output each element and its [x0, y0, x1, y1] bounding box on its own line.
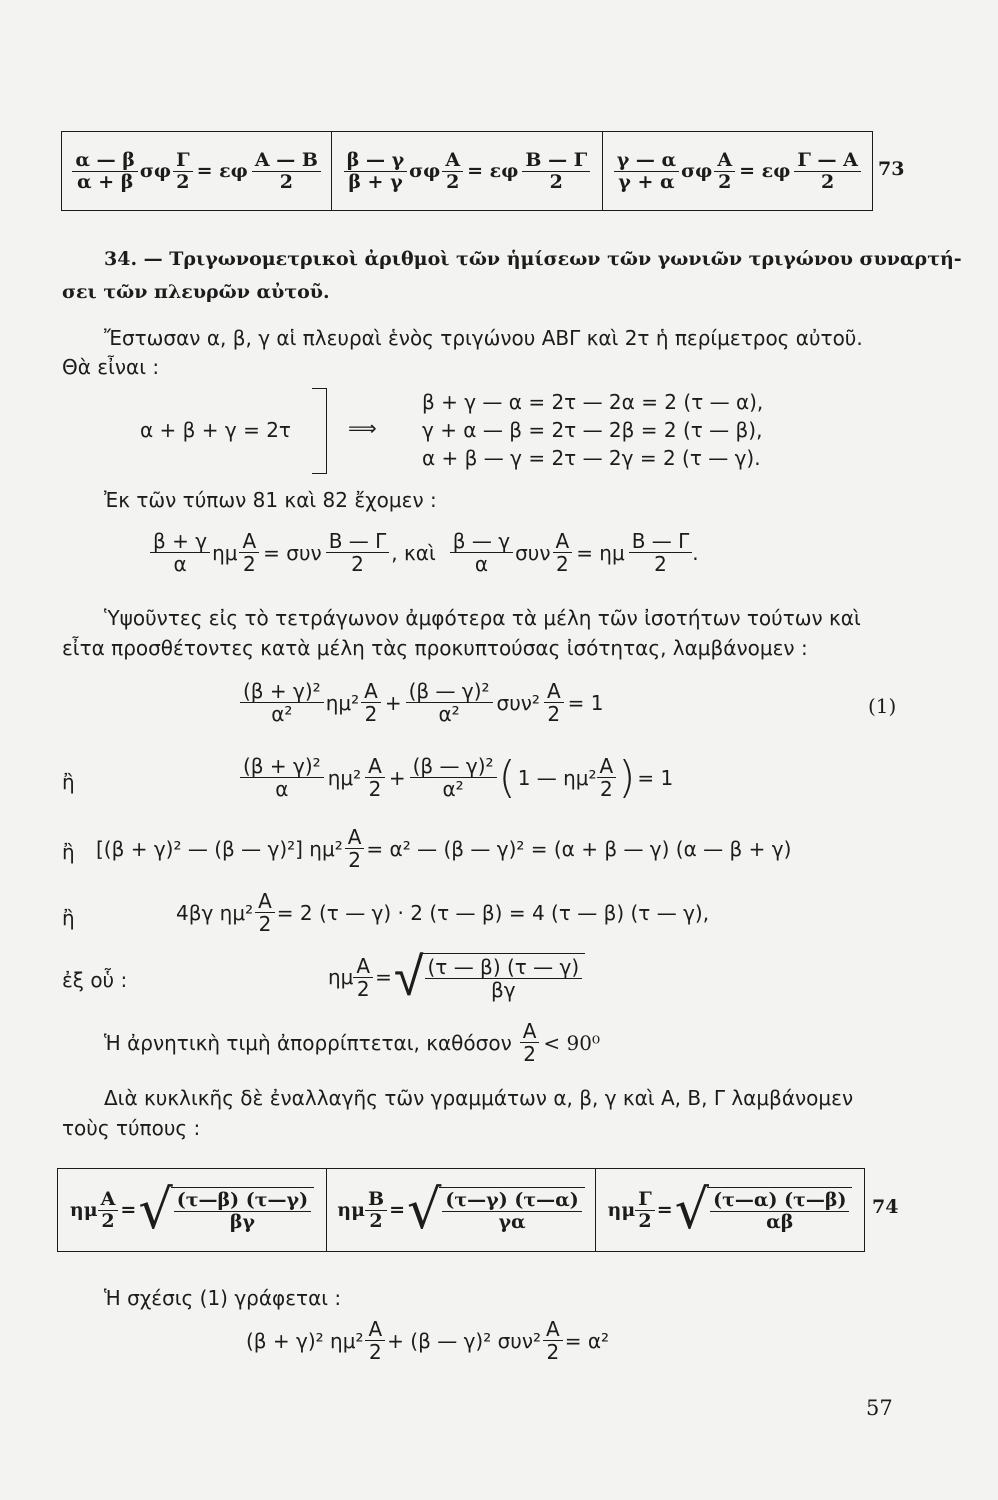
implies-arrow-icon: ⟹ — [348, 416, 377, 440]
fraction-numerator: Γ — [635, 1189, 655, 1211]
equals-op: = ημ — [576, 540, 625, 565]
formula-74-cell-3 — [596, 1169, 864, 1251]
intro-line2: Θὰ εἶναι : — [62, 355, 160, 379]
equals-op: = — [389, 1199, 405, 1221]
fraction-numerator: Α — Β — [252, 150, 321, 172]
fraction-numerator: Γ — [173, 150, 193, 172]
function-name: ημ — [337, 1199, 365, 1221]
fraction-denominator: 2 — [279, 170, 293, 193]
from-types-line: Ἐκ τῶν τύπων 81 καὶ 82 ἔχομεν : — [104, 488, 437, 512]
system-brace — [312, 388, 327, 474]
fraction-denominator: α² — [271, 702, 293, 726]
fraction-denominator: 2 — [549, 170, 563, 193]
fraction-numerator: γ — α — [614, 150, 679, 172]
fraction-denominator: αβ — [766, 1211, 794, 1233]
inner-term: 1 — ημ² — [517, 765, 597, 790]
negative-value-line — [104, 1020, 600, 1065]
fraction-denominator: α² — [442, 777, 464, 801]
radical-sign-icon: √ — [406, 1178, 442, 1241]
section-heading-line2: σει τῶν πλευρῶν αὐτοῦ. — [62, 281, 330, 303]
text: Ἡ ἀρνητικὴ τιμὴ ἀπορρίπτεται, καθόσον — [104, 1030, 512, 1055]
paragraph2-line1: Ὑψοῦντες εἰς τὸ τετράγωνον ἀμφότερα τὰ μέλη τῶν ἰσοτήτων τούτων καὶ — [104, 606, 861, 630]
equals-op: = εφ — [739, 160, 791, 182]
fraction-numerator: Β — Γ — [629, 530, 693, 553]
page-number: 57 — [866, 1396, 893, 1420]
square-root — [674, 1178, 853, 1241]
fraction-numerator: Β — Γ — [522, 150, 590, 172]
fraction-denominator: βγ — [229, 1211, 255, 1233]
equation-4 — [176, 890, 709, 935]
fraction-numerator: Α — [365, 1318, 385, 1341]
formula-number-73: 73 — [878, 158, 905, 180]
equals-op: = — [375, 965, 392, 989]
fraction-numerator: (τ—γ) (τ—α) — [442, 1190, 581, 1212]
period: . — [692, 540, 699, 565]
rhs-term: = α² — [564, 1328, 610, 1353]
fraction-numerator: (τ — β) (τ — γ) — [425, 956, 583, 979]
cyclic-line2: τοὺς τύπους : — [62, 1116, 201, 1140]
fraction-denominator: 2 — [351, 552, 364, 576]
operator: σφ — [409, 160, 441, 182]
fraction-denominator: 2 — [523, 1042, 536, 1066]
fraction-numerator: (β + γ)² — [240, 680, 324, 703]
fraction-denominator: 2 — [368, 777, 382, 801]
equation-pair — [150, 530, 699, 575]
or-prefix-3: ἢ — [62, 906, 75, 930]
fraction-numerator: β — γ — [450, 530, 513, 553]
whence-prefix: ἐξ οὗ : — [62, 968, 128, 992]
fraction-denominator: 2 — [446, 170, 460, 193]
fraction-denominator: 2 — [718, 170, 732, 193]
equation-2 — [240, 752, 673, 803]
equals-op: = — [120, 1199, 137, 1221]
function-name: ημ² — [327, 765, 362, 790]
fraction-numerator: β — γ — [344, 150, 407, 172]
formula-74-cell-1 — [58, 1169, 327, 1251]
radical-sign-icon: √ — [393, 945, 424, 1008]
fraction-numerator: (τ—α) (τ—β) — [710, 1190, 849, 1212]
fraction-denominator: 2 — [348, 848, 361, 872]
function-name: ημ — [607, 1199, 636, 1221]
equals-op: = εφ — [196, 160, 248, 182]
cyclic-line1: Διὰ κυκλικῆς δὲ ἐναλλαγῆς τῶν γραμμάτων α, β, γ καὶ Α, Β, Γ λαμβάνομεν — [104, 1086, 854, 1110]
equals-op: = συν — [263, 540, 322, 565]
equation-1 — [240, 680, 603, 725]
fraction-denominator: α² — [438, 702, 460, 726]
fraction-numerator: Γ — Α — [794, 150, 860, 172]
formula-box-74 — [57, 1168, 865, 1252]
fraction-denominator: α + β — [76, 170, 134, 193]
fraction-numerator: Α — [239, 530, 259, 553]
fraction-numerator: Α — [255, 890, 275, 913]
fraction-numerator: β + γ — [150, 530, 210, 553]
intro-line1: Ἔστωσαν α, β, γ αἱ πλευραὶ ἑνὸς τριγώνου ΑΒΓ καὶ 2τ ἡ περίμετρος αὐτοῦ. — [104, 326, 863, 350]
formula-box-73 — [61, 131, 873, 211]
fraction-denominator: 2 — [101, 1209, 115, 1232]
fraction-denominator: γ + α — [618, 170, 675, 193]
fraction-denominator: 2 — [654, 552, 667, 576]
fraction-numerator: Α — [553, 530, 573, 553]
equals-one: = 1 — [637, 765, 674, 790]
equals-op: = εφ — [467, 160, 519, 182]
function-name: συν — [515, 540, 551, 565]
equation-3 — [96, 826, 791, 871]
fraction-denominator: 2 — [555, 552, 569, 576]
equation-label-1: (1) — [868, 694, 897, 718]
fraction-denominator: 2 — [176, 170, 190, 193]
fraction-denominator: 2 — [258, 912, 272, 936]
fraction-denominator: βγ — [491, 978, 516, 1002]
equals-op: = — [656, 1199, 673, 1221]
fraction-numerator: (β + γ)² — [240, 755, 324, 778]
term-1: (β + γ)² ημ² — [246, 1328, 364, 1353]
fraction-numerator: Α — [543, 1318, 563, 1341]
fraction-denominator: 2 — [368, 1340, 382, 1364]
fraction-numerator: Α — [544, 680, 564, 703]
square-root — [406, 1178, 585, 1241]
operator: σφ — [681, 160, 713, 182]
square-root — [138, 1178, 314, 1241]
fraction-denominator: α — [474, 552, 488, 576]
fraction-denominator: 2 — [546, 1340, 560, 1364]
relation-line: Ἡ σχέσις (1) γράφεται : — [104, 1286, 342, 1310]
separator: , καὶ — [391, 540, 436, 565]
paren-close: ) — [618, 752, 636, 803]
equation-5 — [328, 945, 585, 1008]
plus-op: + — [388, 765, 406, 790]
function-name: ημ — [212, 540, 238, 565]
fraction-denominator: 2 — [821, 170, 835, 193]
formula-73-cell-1 — [62, 132, 332, 210]
fraction-denominator: β + γ — [348, 170, 403, 193]
square-root — [393, 945, 585, 1008]
or-prefix-2: ἢ — [62, 840, 75, 864]
fraction-numerator: Α — [365, 755, 385, 778]
fraction-denominator: α — [275, 777, 289, 801]
fraction-numerator: Α — [597, 755, 617, 778]
fraction-numerator: Α — [345, 826, 365, 849]
rhs-term: = 2 (τ — γ) · 2 (τ — β) = 4 (τ — β) (τ — γ), — [276, 900, 710, 925]
function-name: συν² — [496, 690, 540, 715]
system-row-2: γ + α — β = 2τ — 2β = 2 (τ — β), — [422, 418, 763, 442]
fraction-numerator: Α — [520, 1020, 540, 1043]
fraction-denominator: 2 — [356, 976, 370, 1001]
formula-74-cell-2 — [327, 1169, 596, 1251]
fraction-numerator: Α — [442, 150, 463, 172]
radical-sign-icon: √ — [674, 1178, 710, 1241]
function-name: ημ — [69, 1199, 98, 1221]
system-left-equation: α + β + γ = 2τ — [140, 418, 291, 442]
paren-open: ( — [498, 752, 516, 803]
paragraph2-line2: εἶτα προσθέτοντες κατὰ μέλη τὰς προκυπτούσας ἰσότητας, λαμβάνομεν : — [62, 636, 808, 660]
equals-one: = 1 — [567, 690, 604, 715]
plus-op: + — [384, 690, 402, 715]
fraction-numerator: (β — γ)² — [406, 680, 493, 703]
or-prefix-1: ἢ — [62, 770, 75, 794]
section-heading-line1: 34. — Τριγωνομετρικοὶ ἀριθμοὶ τῶν ἡμίσεων τῶν γωνιῶν τριγώνου συναρτή- — [104, 248, 962, 270]
fraction-denominator: 2 — [547, 702, 561, 726]
fraction-numerator: (β — γ)² — [410, 755, 497, 778]
function-name: ημ — [328, 965, 354, 989]
fraction-denominator: 2 — [600, 777, 613, 801]
fraction-numerator: Β — Γ — [326, 530, 390, 553]
lhs-term: 4βγ ημ² — [176, 900, 254, 925]
operator: σφ — [139, 160, 172, 182]
fraction-denominator: α — [173, 552, 187, 576]
fraction-numerator: Α — [361, 680, 381, 703]
system-row-3: α + β — γ = 2τ — 2γ = 2 (τ — γ). — [422, 446, 761, 470]
fraction-denominator: 2 — [369, 1209, 383, 1232]
formula-number-74: 74 — [872, 1196, 899, 1218]
fraction-denominator: γα — [498, 1211, 526, 1233]
fraction-denominator: 2 — [364, 702, 378, 726]
formula-73-cell-3 — [603, 132, 872, 210]
rhs-term: = α² — (β — γ)² = (α + β — γ) (α — β + γ) — [366, 836, 792, 861]
formula-73-cell-2 — [332, 132, 602, 210]
less-than-90: < 90⁰ — [543, 1030, 601, 1055]
fraction-numerator: α — β — [72, 150, 137, 172]
fraction-denominator: 2 — [638, 1209, 652, 1232]
final-equation — [246, 1318, 609, 1363]
radical-sign-icon: √ — [138, 1178, 173, 1241]
fraction-numerator: Β — [365, 1189, 387, 1211]
lhs-term: [(β + γ)² — (β — γ)²] ημ² — [96, 836, 343, 861]
system-row-1: β + γ — α = 2τ — 2α = 2 (τ — α), — [422, 390, 764, 414]
fraction-numerator: Α — [98, 1189, 119, 1211]
fraction-numerator: Α — [714, 150, 735, 172]
term-2: + (β — γ)² συν² — [387, 1328, 542, 1353]
fraction-denominator: 2 — [242, 552, 256, 576]
fraction-numerator: (τ—β) (τ—γ) — [174, 1190, 311, 1212]
function-name: ημ² — [325, 690, 360, 715]
fraction-numerator: Α — [353, 955, 373, 978]
